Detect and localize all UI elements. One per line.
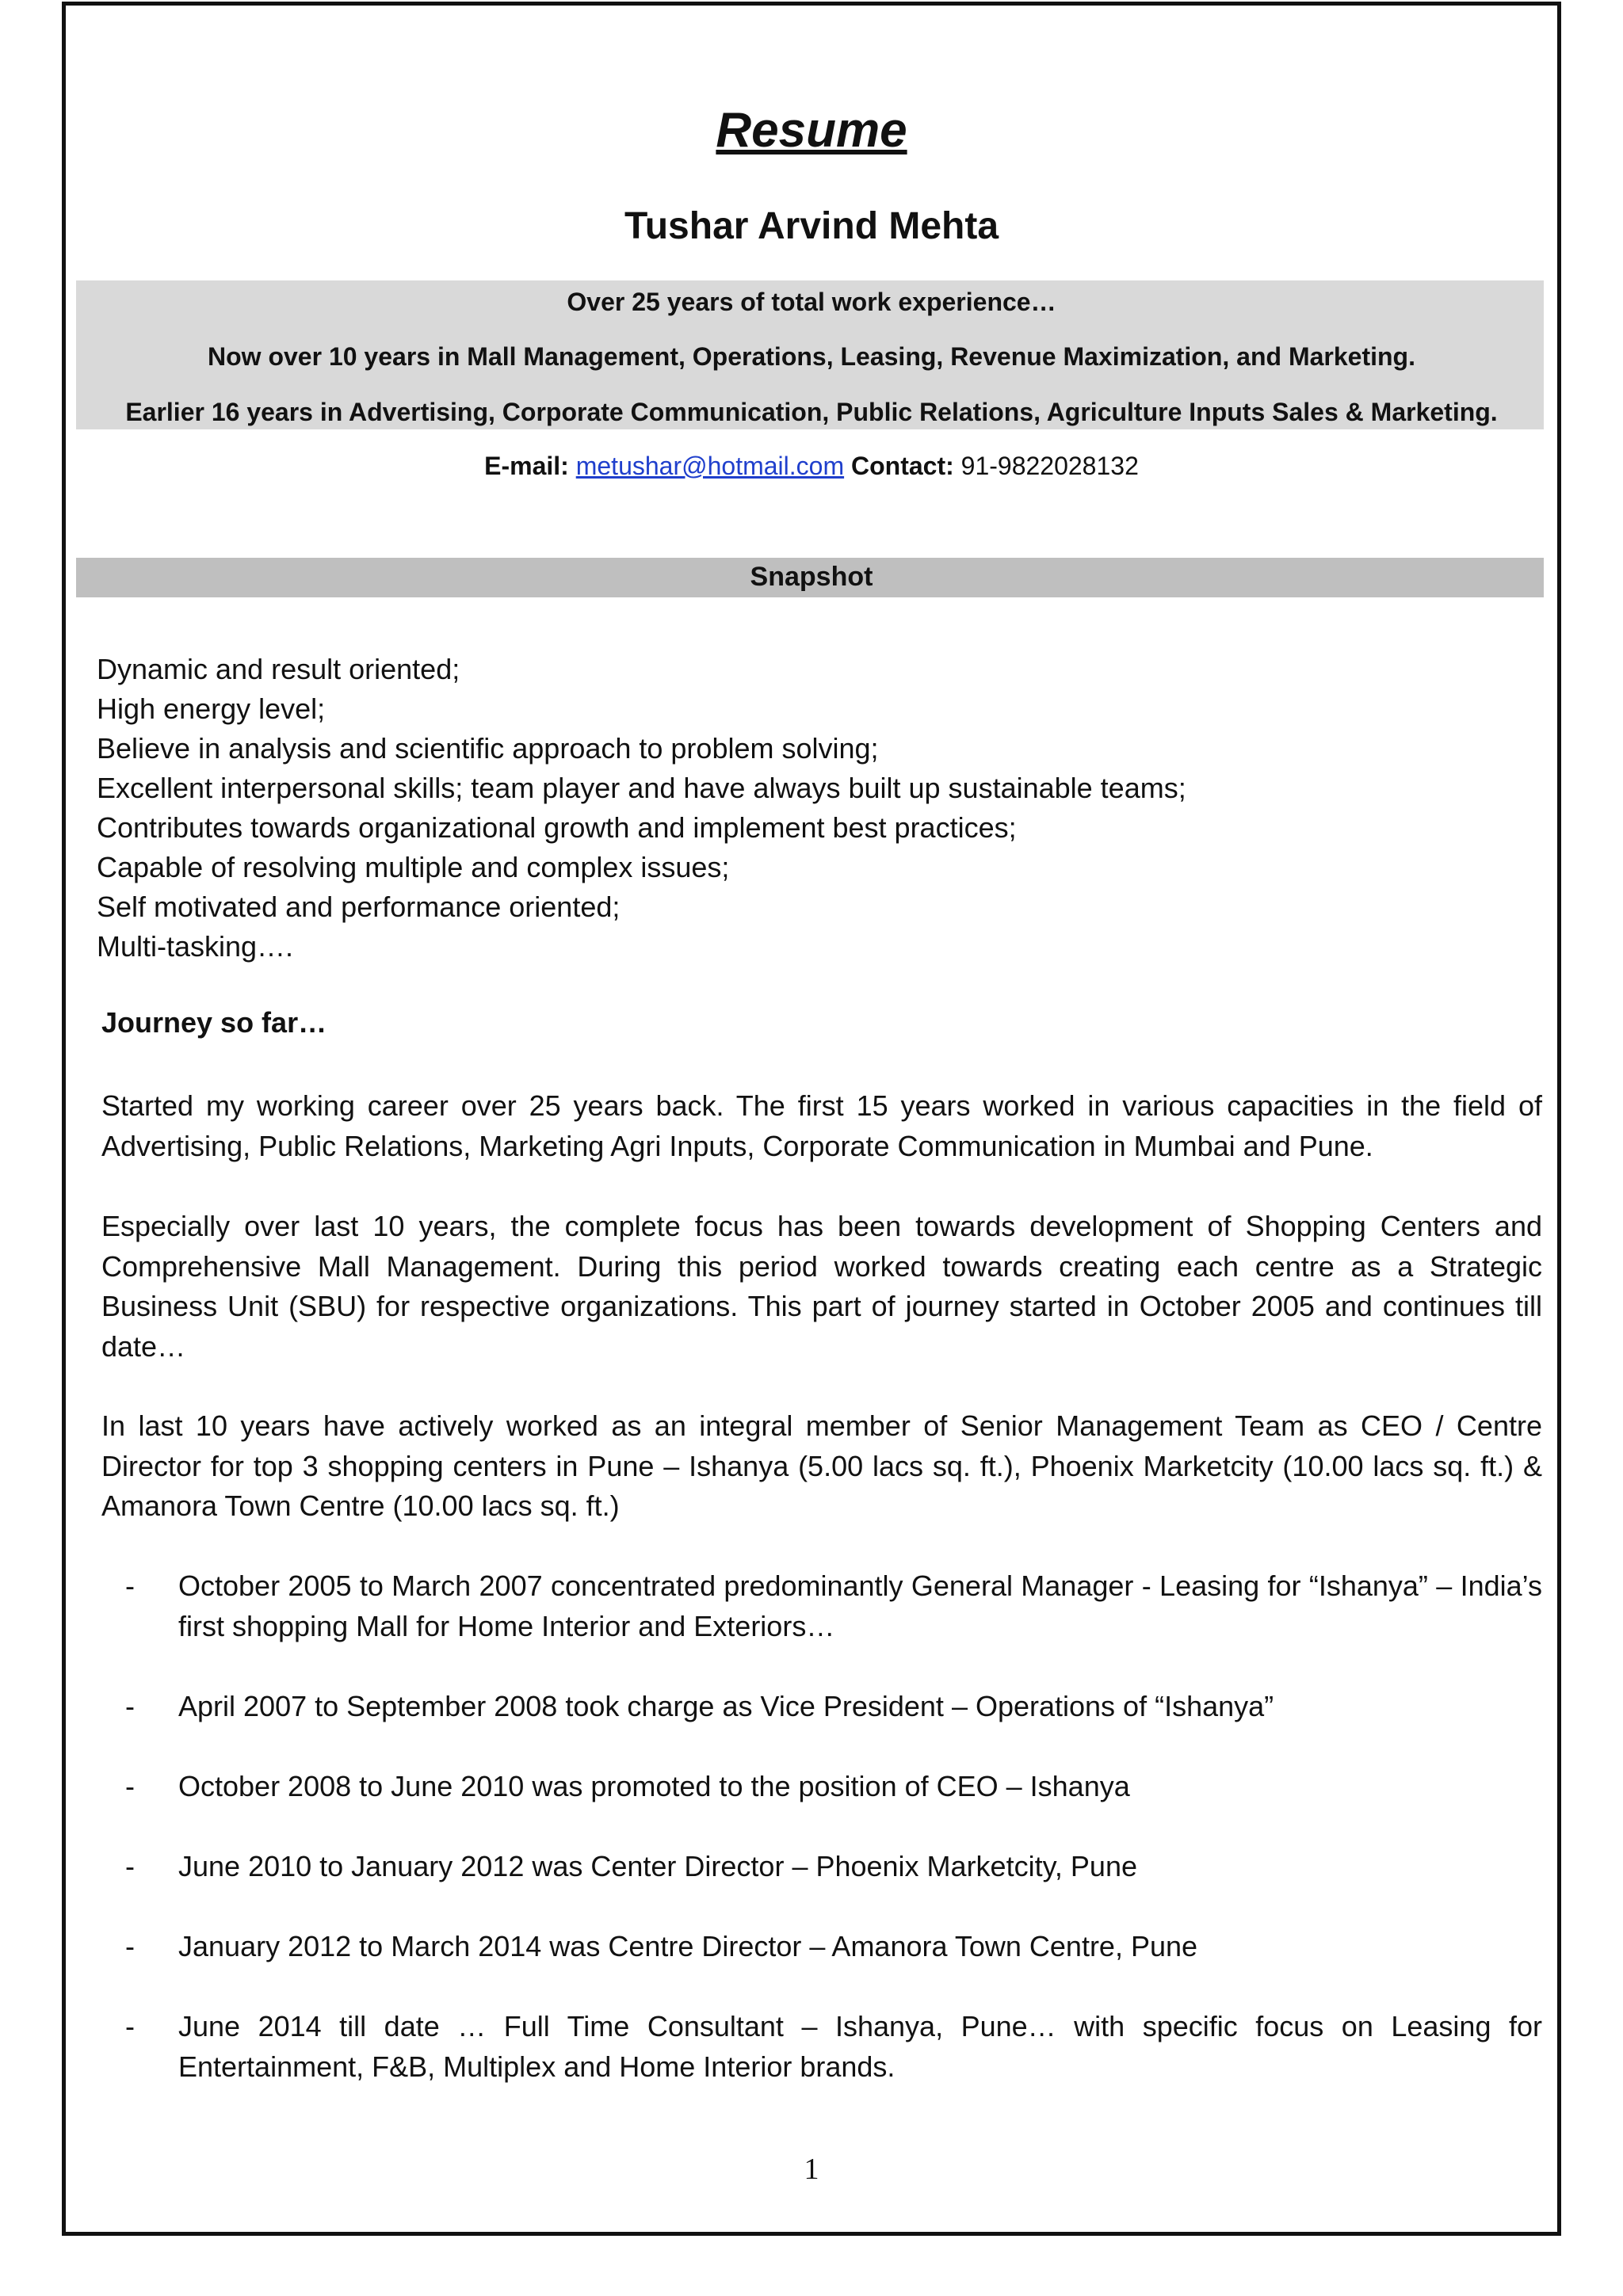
- resume-page: [62, 0, 1561, 2296]
- journey-paragraph-career-start: Started my working career over 25 years back. The first 15 years worked in various capacities in the field of Advertising, Public Relations, Marketing Agri Inputs, Corporate Communication in Mumbai and Pune.: [101, 1089, 1542, 1162]
- history-item-text: October 2008 to June 2010 was promoted to the position of CEO – Ishanya: [178, 1770, 1130, 1802]
- snapshot-item: Contributes towards organizational growth and implement best practices;: [97, 811, 1017, 844]
- phone-number: 91-9822028132: [960, 452, 1139, 480]
- email-link[interactable]: metushar@hotmail.com: [575, 452, 845, 480]
- bullet-dash: -: [125, 1770, 135, 1802]
- bullet-dash: -: [125, 1930, 135, 1962]
- bullet-dash: -: [125, 1569, 135, 1602]
- snapshot-item: Self motivated and performance oriented;: [97, 891, 621, 923]
- journey-heading: Journey so far…: [101, 1006, 327, 1039]
- summary-line-total-experience: Over 25 years of total work experience…: [567, 288, 1056, 316]
- summary-line-earlier-experience: Earlier 16 years in Advertising, Corporate Communication, Public Relations, Agriculture Inputs Sales & Marketing.: [125, 398, 1498, 426]
- contact-line: [62, 453, 1561, 479]
- history-item-text: January 2012 to March 2014 was Centre Director – Amanora Town Centre, Pune: [178, 1930, 1198, 1962]
- snapshot-item: Multi-tasking….: [97, 930, 294, 963]
- snapshot-item: Excellent interpersonal skills; team player and have always built up sustainable teams;: [97, 772, 1186, 804]
- snapshot-item: Capable of resolving multiple and complex issues;: [97, 851, 730, 883]
- snapshot-list: [97, 650, 1523, 967]
- journey-paragraph-senior-management: In last 10 years have actively worked as an integral member of Senior Management Team as CEO / Centre Director for top 3 shopping centers in Pune – Ishanya (5.00 lacs sq. ft.), Phoenix Marketcity (10.00 lacs sq. ft.) & Amanora Town Centre (10.00 lacs sq. ft.): [101, 1409, 1542, 1522]
- history-item-text: June 2010 to January 2012 was Center Director – Phoenix Marketcity, Pune: [178, 1850, 1137, 1882]
- snapshot-item: Believe in analysis and scientific approach to problem solving;: [97, 732, 879, 765]
- snapshot-heading: Snapshot: [750, 562, 873, 592]
- page-number: 1: [804, 2153, 819, 2186]
- snapshot-item: High energy level;: [97, 692, 326, 725]
- snapshot-item: Dynamic and result oriented;: [97, 653, 460, 685]
- journey-paragraph-mall-focus: Especially over last 10 years, the complete focus has been towards development of Shopping Centers and Comprehensive Mall Management. During this period worked towards creating each centre as a Strategic Business Unit (SBU) for respective organizations. This part of journey started in October 2005 and continues till date…: [101, 1210, 1542, 1363]
- history-item-text: April 2007 to September 2008 took charge as Vice President – Operations of “Ishanya”: [178, 1690, 1274, 1722]
- person-name: Tushar Arvind Mehta: [624, 205, 999, 247]
- history-item-text: June 2014 till date … Full Time Consultant – Ishanya, Pune… with specific focus on Leasing for Entertainment, F&B, Multiplex and Home Interior brands.: [178, 2010, 1542, 2083]
- bullet-dash: -: [125, 1850, 135, 1882]
- summary-line-mall-management: Now over 10 years in Mall Management, Operations, Leasing, Revenue Maximization, and Marketing.: [208, 342, 1415, 371]
- contact-label: Contact:: [850, 452, 954, 480]
- email-label: E-mail:: [484, 452, 569, 480]
- bullet-dash: -: [125, 1690, 135, 1722]
- bullet-dash: -: [125, 2010, 135, 2042]
- history-item-text: October 2005 to March 2007 concentrated predominantly General Manager - Leasing for “Ishanya” – India’s first shopping Mall for Home Interior and Exteriors…: [178, 1569, 1542, 1642]
- resume-title: Resume: [716, 103, 907, 158]
